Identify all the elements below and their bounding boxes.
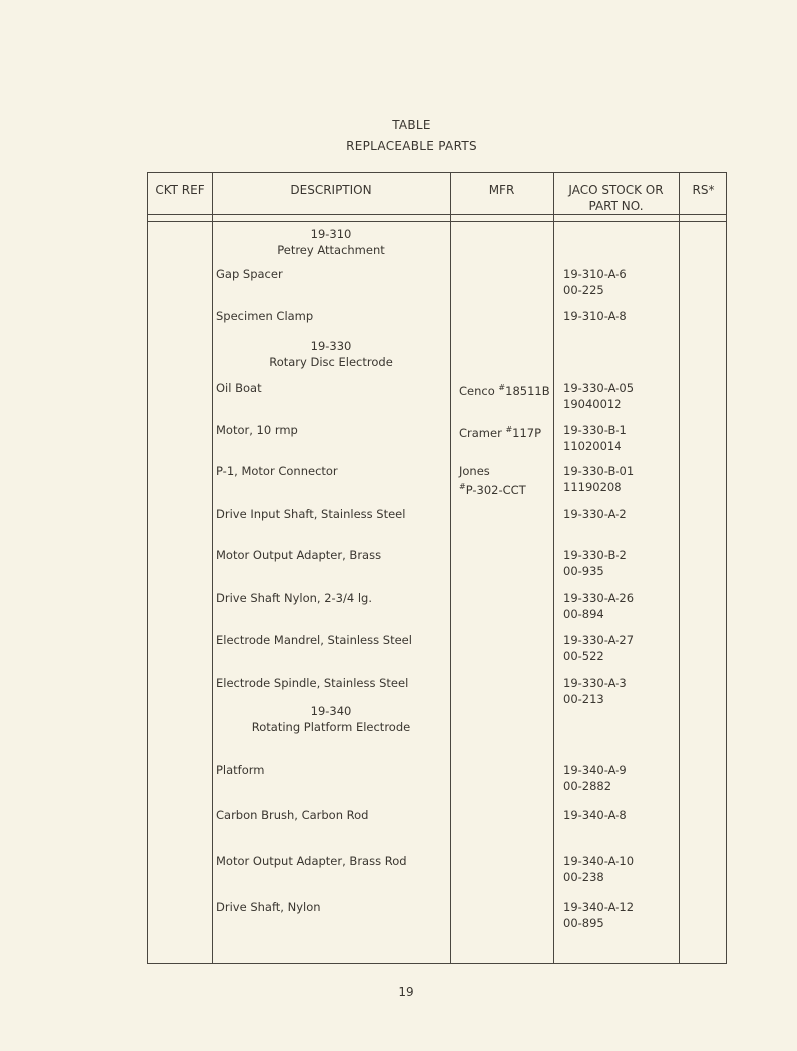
- table-title: TABLE: [392, 118, 431, 132]
- row-stock-number: 00-935: [563, 564, 604, 578]
- header-rule: [148, 221, 726, 222]
- header-ckt-ref: CKT REF: [155, 183, 205, 197]
- parts-table: [147, 172, 727, 964]
- header-jaco-line1: JACO STOCK OR: [568, 183, 664, 197]
- table-subtitle: REPLACEABLE PARTS: [346, 139, 477, 153]
- section-number: 19-340: [310, 704, 352, 718]
- row-part-number: 19-330-A-2: [563, 507, 627, 521]
- row-part-number: 19-330-A-26: [563, 591, 635, 605]
- header-jaco: [553, 182, 679, 214]
- row-manufacturer: Cramer #117P: [459, 425, 542, 440]
- header-mfr: MFR: [488, 183, 515, 197]
- row-stock-number: 00-238: [563, 870, 604, 884]
- row-description: Oil Boat: [216, 381, 262, 395]
- row-part-number: 19-330-A-27: [563, 633, 635, 647]
- row-stock-number: 11020014: [563, 439, 622, 453]
- row-part-number: 19-340-A-8: [563, 808, 627, 822]
- row-stock-number: 00-213: [563, 692, 604, 706]
- row-description: Carbon Brush, Carbon Rod: [216, 808, 369, 822]
- column-divider: [679, 173, 680, 963]
- header-description: DESCRIPTION: [290, 183, 372, 197]
- row-part-number: 19-340-A-9: [563, 763, 627, 777]
- row-stock-number: 19040012: [563, 397, 622, 411]
- section-heading: [212, 338, 450, 370]
- row-stock-number: 00-225: [563, 283, 604, 297]
- row-part-number: 19-310-A-6: [563, 267, 627, 281]
- row-description: Drive Shaft, Nylon: [216, 900, 321, 914]
- column-divider: [553, 173, 554, 963]
- row-part-number: 19-330-B-2: [563, 548, 627, 562]
- row-manufacturer: Jones: [459, 464, 490, 478]
- row-description: Gap Spacer: [216, 267, 283, 281]
- row-manufacturer-part: #P-302-CCT: [459, 482, 526, 497]
- row-description: Motor, 10 rmp: [216, 423, 298, 437]
- row-description: P-1, Motor Connector: [216, 464, 338, 478]
- row-stock-number: 00-522: [563, 649, 604, 663]
- header-rs: RS*: [692, 183, 715, 197]
- row-stock-number: 11190208: [563, 480, 622, 494]
- row-stock-number: 00-894: [563, 607, 604, 621]
- section-number: 19-310: [310, 227, 352, 241]
- row-description: Drive Shaft Nylon, 2-3/4 lg.: [216, 591, 372, 605]
- row-description: Motor Output Adapter, Brass Rod: [216, 854, 407, 868]
- row-description: Drive Input Shaft, Stainless Steel: [216, 507, 406, 521]
- row-part-number: 19-330-A-05: [563, 381, 635, 395]
- row-description: Electrode Mandrel, Stainless Steel: [216, 633, 412, 647]
- row-part-number: 19-340-A-12: [563, 900, 635, 914]
- row-part-number: 19-330-B-1: [563, 423, 627, 437]
- header-rule: [148, 214, 726, 215]
- section-heading: [212, 226, 450, 258]
- row-stock-number: 00-895: [563, 916, 604, 930]
- column-divider: [450, 173, 451, 963]
- row-description: Platform: [216, 763, 265, 777]
- row-part-number: 19-330-A-3: [563, 676, 627, 690]
- row-description: Electrode Spindle, Stainless Steel: [216, 676, 409, 690]
- section-name: Rotary Disc Electrode: [269, 355, 393, 369]
- row-part-number: 19-340-A-10: [563, 854, 635, 868]
- page-number: 19: [398, 985, 414, 999]
- row-description: Motor Output Adapter, Brass: [216, 548, 382, 562]
- row-manufacturer: Cenco #18511B: [459, 383, 550, 398]
- header-jaco-line2: PART NO.: [588, 199, 644, 213]
- row-description: Specimen Clamp: [216, 309, 314, 323]
- row-stock-number: 00-2882: [563, 779, 612, 793]
- section-number: 19-330: [310, 339, 352, 353]
- row-part-number: 19-310-A-8: [563, 309, 627, 323]
- section-heading: [212, 703, 450, 735]
- section-name: Petrey Attachment: [277, 243, 385, 257]
- column-divider: [212, 173, 213, 963]
- row-part-number: 19-330-B-01: [563, 464, 635, 478]
- section-name: Rotating Platform Electrode: [251, 720, 411, 734]
